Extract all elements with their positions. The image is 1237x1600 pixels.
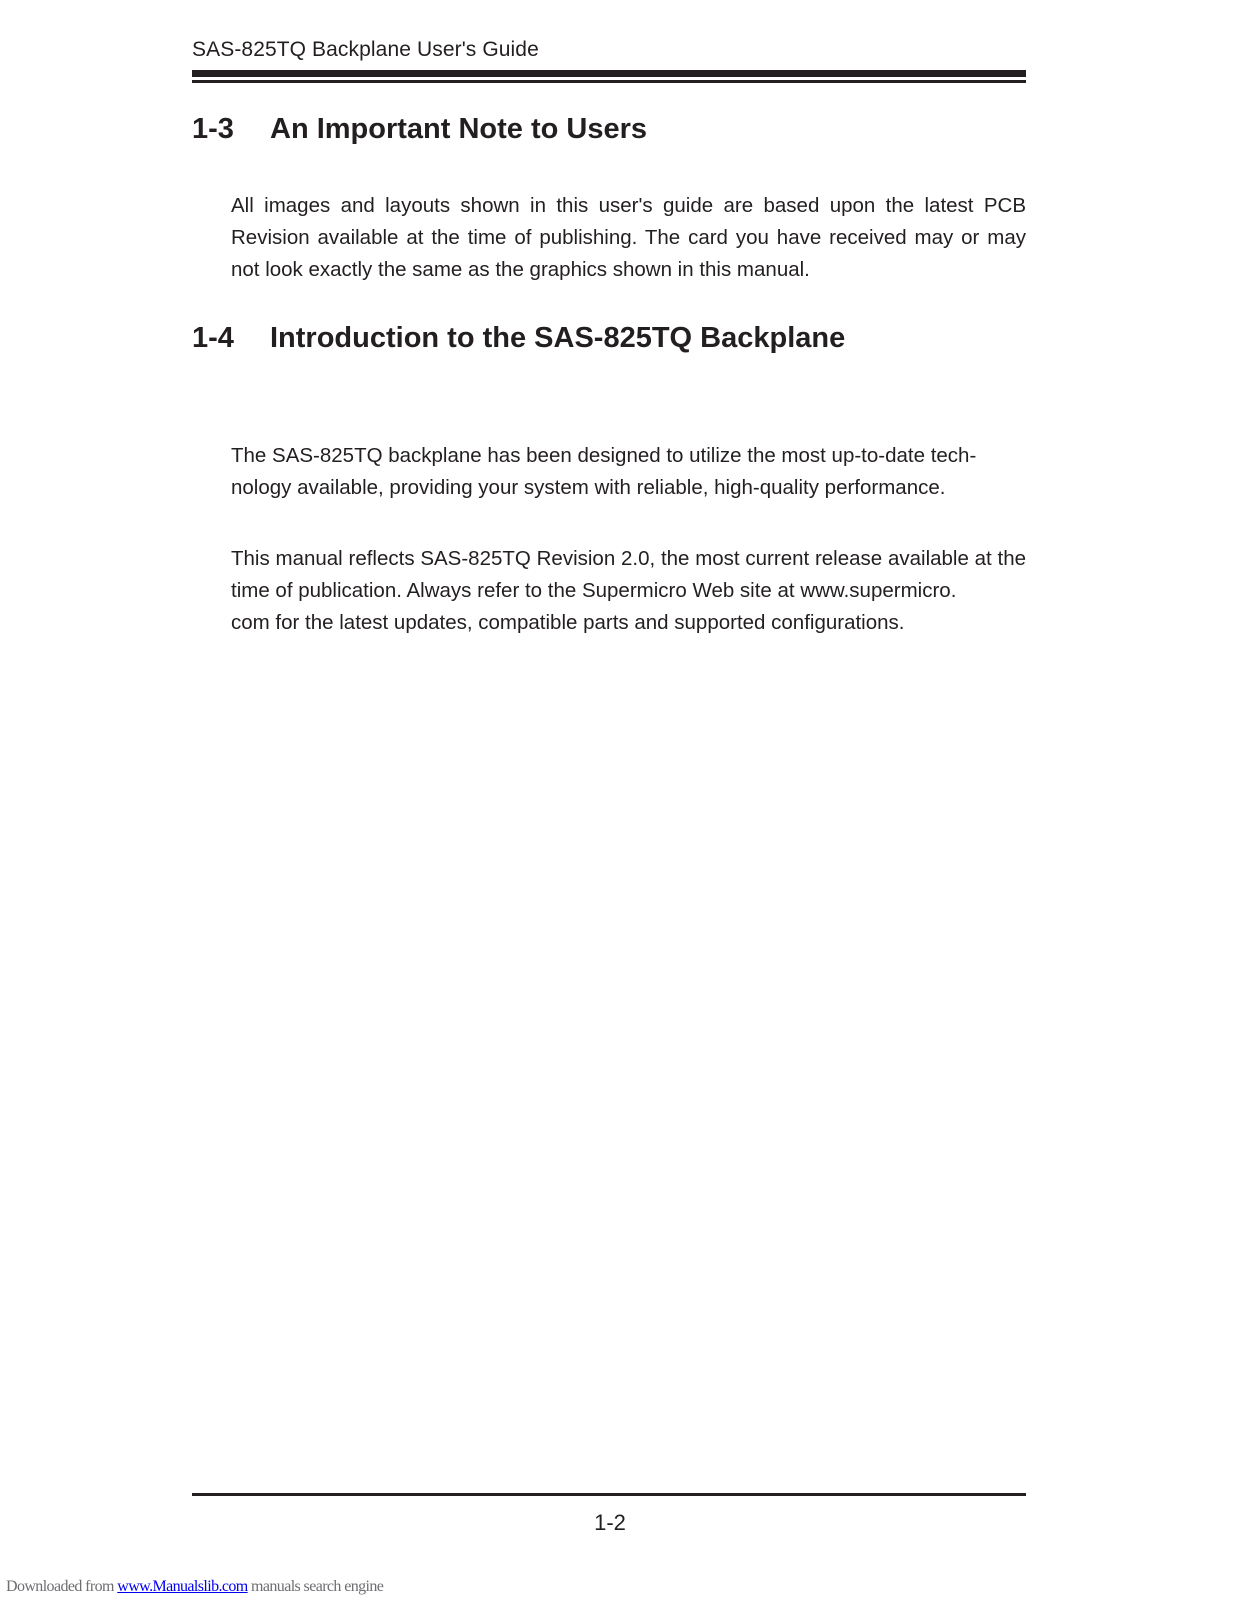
introduction-paragraph-1: The SAS-825TQ backplane has been designed to utilize the most up-to-date tech- nology available, providing your system with reliable, high-quality performance. [231, 444, 977, 499]
important-note-paragraph: All images and layouts shown in this user's guide are based upon the latest PCB Revision available at the time of publishing. The card you have received may or may not look exactly the same as the graphics shown in this manual. [231, 194, 1026, 281]
section-number: 1-4 [192, 322, 234, 354]
manualslib-link[interactable]: www.Manualslib.com [117, 1578, 248, 1595]
running-header-title: SAS-825TQ Backplane User's Guide [192, 38, 539, 61]
section-title: Introduction to the SAS-825TQ Backplane [270, 322, 846, 354]
introduction-paragraph-2: This manual reflects SAS-825TQ Revision 2.0, the most current release available at the time of publication. Always refer to the Supermicro Web site at www.supermicro. com for the latest updates, compatible parts and supported configurations. [231, 547, 1026, 634]
download-footer [6, 1578, 383, 1596]
section-heading-1-4 [192, 322, 845, 355]
section-title: An Important Note to Users [270, 113, 648, 145]
download-suffix: manuals search engine [247, 1578, 384, 1595]
footer-rule [192, 1493, 1026, 1496]
download-prefix: Downloaded from [6, 1578, 118, 1595]
page-number: 1-2 [594, 1510, 626, 1535]
section-heading-1-3 [192, 113, 647, 146]
header-rule-thick [192, 70, 1026, 77]
header-rule-thin [192, 80, 1026, 83]
section-number: 1-3 [192, 113, 234, 145]
